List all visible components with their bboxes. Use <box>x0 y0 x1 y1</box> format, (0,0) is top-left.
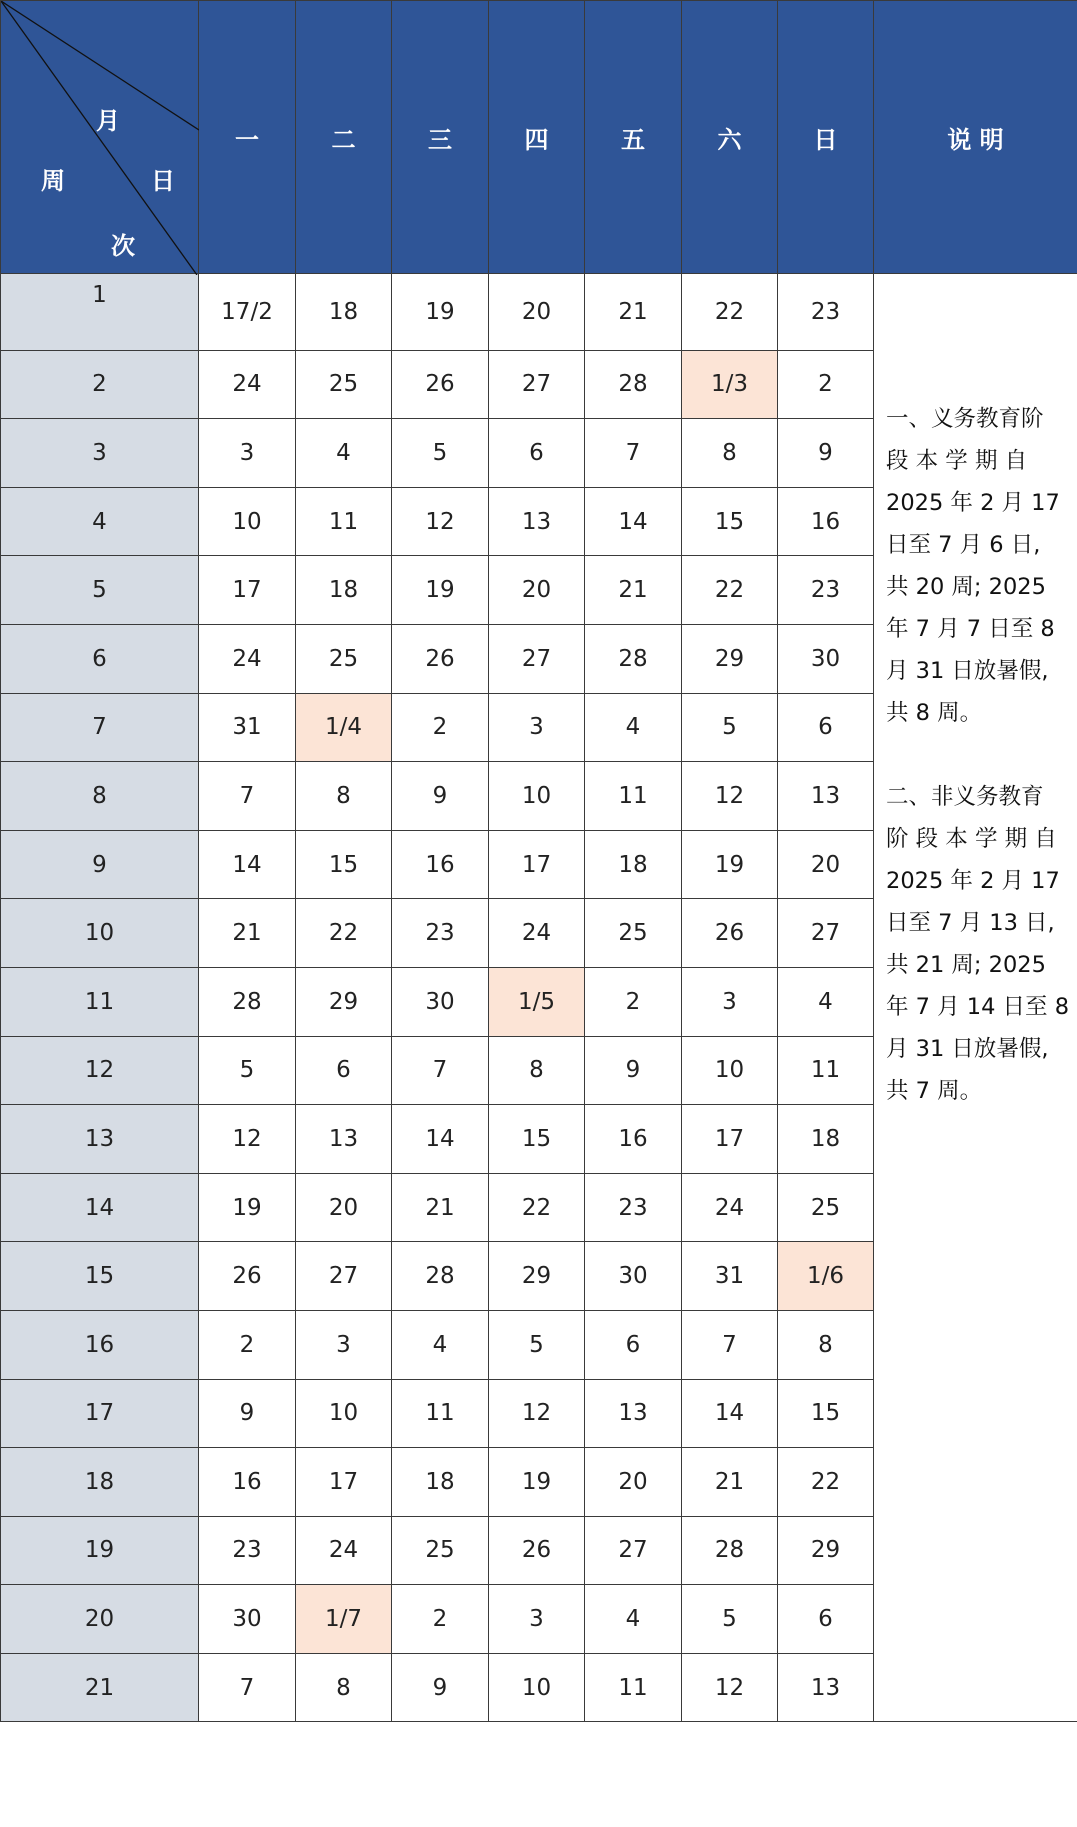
date-cell: 24 <box>682 1173 778 1242</box>
date-cell: 16 <box>392 830 489 899</box>
date-cell: 20 <box>489 556 585 625</box>
date-cell: 25 <box>392 1516 489 1585</box>
date-cell: 18 <box>392 1448 489 1517</box>
date-cell: 28 <box>585 624 682 693</box>
note-line: 日至 7 月 6 日, <box>886 532 1041 558</box>
week-number-cell: 12 <box>1 1036 199 1105</box>
corner-label-month: 月 <box>96 107 120 135</box>
date-cell: 23 <box>585 1173 682 1242</box>
note-line: 2025 年 2 月 17 <box>886 490 1060 516</box>
date-cell: 18 <box>296 556 392 625</box>
weekday-header-1: 一 <box>199 1 296 274</box>
date-cell: 28 <box>682 1516 778 1585</box>
date-cell: 4 <box>585 693 682 762</box>
date-cell: 6 <box>585 1310 682 1379</box>
date-cell: 13 <box>296 1105 392 1174</box>
note-line: 一、义务教育阶 <box>886 406 1044 432</box>
date-cell: 18 <box>778 1105 874 1174</box>
date-cell: 13 <box>585 1379 682 1448</box>
date-cell: 15 <box>489 1105 585 1174</box>
date-cell: 24 <box>199 350 296 419</box>
date-cell: 12 <box>489 1379 585 1448</box>
date-cell: 28 <box>199 967 296 1036</box>
week-number-cell: 14 <box>1 1173 199 1242</box>
date-cell: 8 <box>489 1036 585 1105</box>
note-line: 年 7 月 14 日至 8 <box>886 994 1070 1020</box>
date-cell: 12 <box>392 487 489 556</box>
date-cell: 27 <box>489 350 585 419</box>
date-cell: 15 <box>682 487 778 556</box>
date-cell: 24 <box>199 624 296 693</box>
date-cell: 6 <box>778 1585 874 1654</box>
date-cell: 27 <box>585 1516 682 1585</box>
date-cell: 3 <box>682 967 778 1036</box>
week-number-cell: 17 <box>1 1379 199 1448</box>
date-cell: 24 <box>296 1516 392 1585</box>
date-cell: 13 <box>778 762 874 831</box>
date-cell: 29 <box>296 967 392 1036</box>
date-cell: 9 <box>392 1653 489 1722</box>
week-number-cell: 16 <box>1 1310 199 1379</box>
date-cell: 4 <box>778 967 874 1036</box>
date-cell: 27 <box>489 624 585 693</box>
date-cell: 8 <box>296 1653 392 1722</box>
date-cell: 17 <box>296 1448 392 1517</box>
date-cell: 22 <box>489 1173 585 1242</box>
date-cell: 10 <box>296 1379 392 1448</box>
date-cell: 14 <box>199 830 296 899</box>
date-cell: 10 <box>199 487 296 556</box>
date-cell: 13 <box>778 1653 874 1722</box>
date-cell: 19 <box>392 556 489 625</box>
date-cell: 23 <box>778 556 874 625</box>
date-cell: 25 <box>296 350 392 419</box>
date-cell: 2 <box>392 1585 489 1654</box>
week-number-cell: 1 <box>1 274 199 351</box>
week-number-cell: 2 <box>1 350 199 419</box>
note-line: 日至 7 月 13 日, <box>886 910 1055 936</box>
date-cell: 23 <box>392 899 489 968</box>
date-cell: 26 <box>199 1242 296 1311</box>
month-start-date-cell: 1/4 <box>296 693 392 762</box>
date-cell: 20 <box>489 274 585 351</box>
date-cell: 27 <box>296 1242 392 1311</box>
date-cell: 14 <box>585 487 682 556</box>
calendar-body <box>1 274 1077 1722</box>
date-cell: 22 <box>682 274 778 351</box>
date-cell: 14 <box>682 1379 778 1448</box>
note-line: 段 本 学 期 自 <box>886 448 1028 474</box>
corner-label-ordinal: 次 <box>111 232 135 260</box>
date-cell: 16 <box>199 1448 296 1517</box>
date-cell: 2 <box>392 693 489 762</box>
date-cell: 25 <box>778 1173 874 1242</box>
week-number-cell: 6 <box>1 624 199 693</box>
date-cell: 4 <box>585 1585 682 1654</box>
date-cell: 5 <box>199 1036 296 1105</box>
week-number-cell: 11 <box>1 967 199 1036</box>
date-cell: 29 <box>778 1516 874 1585</box>
date-cell: 10 <box>489 762 585 831</box>
date-cell: 18 <box>585 830 682 899</box>
date-cell: 22 <box>296 899 392 968</box>
note-paragraph-2 <box>886 776 1070 1112</box>
date-cell: 11 <box>392 1379 489 1448</box>
note-line: 月 31 日放暑假, <box>886 1036 1049 1062</box>
date-cell: 21 <box>392 1173 489 1242</box>
date-cell: 29 <box>682 624 778 693</box>
date-cell: 6 <box>778 693 874 762</box>
date-cell: 3 <box>489 693 585 762</box>
date-cell: 5 <box>682 693 778 762</box>
date-cell: 20 <box>296 1173 392 1242</box>
week-number-cell: 10 <box>1 899 199 968</box>
date-cell: 16 <box>778 487 874 556</box>
date-cell: 22 <box>682 556 778 625</box>
date-cell: 13 <box>489 487 585 556</box>
date-cell: 21 <box>682 1448 778 1517</box>
header-row <box>1 1 1077 274</box>
date-cell: 11 <box>585 1653 682 1722</box>
week-number-cell: 15 <box>1 1242 199 1311</box>
date-cell: 21 <box>199 899 296 968</box>
date-cell: 26 <box>489 1516 585 1585</box>
date-cell: 8 <box>778 1310 874 1379</box>
date-cell: 7 <box>585 419 682 488</box>
date-cell: 3 <box>199 419 296 488</box>
notes-cell <box>874 274 1077 1722</box>
date-cell: 17 <box>199 556 296 625</box>
date-cell: 22 <box>778 1448 874 1517</box>
date-cell: 14 <box>392 1105 489 1174</box>
date-cell: 5 <box>489 1310 585 1379</box>
date-cell: 31 <box>199 693 296 762</box>
date-cell: 12 <box>682 1653 778 1722</box>
note-line: 月 31 日放暑假, <box>886 658 1049 684</box>
date-cell: 6 <box>296 1036 392 1105</box>
date-cell: 17 <box>489 830 585 899</box>
date-cell: 9 <box>585 1036 682 1105</box>
date-cell: 12 <box>682 762 778 831</box>
week-number-cell: 20 <box>1 1585 199 1654</box>
note-line: 共 7 周。 <box>886 1078 983 1104</box>
date-cell: 11 <box>585 762 682 831</box>
date-cell: 20 <box>585 1448 682 1517</box>
date-cell: 18 <box>296 274 392 351</box>
weekday-header-5: 五 <box>585 1 682 274</box>
date-cell: 7 <box>199 762 296 831</box>
note-line: 共 8 周。 <box>886 700 983 726</box>
date-cell: 6 <box>489 419 585 488</box>
note-line: 二、非义务教育 <box>886 784 1044 810</box>
date-cell: 26 <box>682 899 778 968</box>
week-number-cell: 4 <box>1 487 199 556</box>
date-cell: 7 <box>392 1036 489 1105</box>
date-cell: 16 <box>585 1105 682 1174</box>
month-start-date-cell: 1/6 <box>778 1242 874 1311</box>
week-row <box>1 274 1077 351</box>
date-cell: 9 <box>392 762 489 831</box>
date-cell: 31 <box>682 1242 778 1311</box>
date-cell: 30 <box>585 1242 682 1311</box>
date-cell: 28 <box>585 350 682 419</box>
weekday-header-2: 二 <box>296 1 392 274</box>
note-line: 2025 年 2 月 17 <box>886 868 1060 894</box>
note-paragraph-1 <box>886 398 1067 734</box>
date-cell: 10 <box>489 1653 585 1722</box>
date-cell: 19 <box>682 830 778 899</box>
weekday-header-6: 六 <box>682 1 778 274</box>
date-cell: 21 <box>585 556 682 625</box>
date-cell: 25 <box>296 624 392 693</box>
week-number-cell: 5 <box>1 556 199 625</box>
date-cell: 4 <box>392 1310 489 1379</box>
weekday-header-7: 日 <box>778 1 874 274</box>
week-number-cell: 3 <box>1 419 199 488</box>
date-cell: 7 <box>682 1310 778 1379</box>
date-cell: 28 <box>392 1242 489 1311</box>
week-number-cell: 13 <box>1 1105 199 1174</box>
date-cell: 17 <box>682 1105 778 1174</box>
note-line: 共 20 周; 2025 <box>886 574 1046 600</box>
date-cell: 2 <box>199 1310 296 1379</box>
date-cell: 8 <box>682 419 778 488</box>
week-number-cell: 18 <box>1 1448 199 1517</box>
date-cell: 3 <box>296 1310 392 1379</box>
notes-header: 说 明 <box>874 1 1077 274</box>
date-cell: 11 <box>778 1036 874 1105</box>
date-cell: 19 <box>392 274 489 351</box>
date-cell: 12 <box>199 1105 296 1174</box>
weekday-header-4: 四 <box>489 1 585 274</box>
month-start-date-cell: 1/3 <box>682 350 778 419</box>
note-line: 阶 段 本 学 期 自 <box>886 826 1057 852</box>
corner-header-cell <box>1 1 199 274</box>
date-cell: 30 <box>778 624 874 693</box>
note-line: 年 7 月 7 日至 8 <box>886 616 1055 642</box>
date-cell: 7 <box>199 1653 296 1722</box>
date-cell: 26 <box>392 624 489 693</box>
date-cell: 5 <box>392 419 489 488</box>
month-start-date-cell: 1/7 <box>296 1585 392 1654</box>
date-cell: 9 <box>199 1379 296 1448</box>
date-cell: 19 <box>199 1173 296 1242</box>
date-cell: 19 <box>489 1448 585 1517</box>
date-cell: 8 <box>296 762 392 831</box>
date-cell: 23 <box>778 274 874 351</box>
date-cell: 15 <box>296 830 392 899</box>
date-cell: 17/2 <box>199 274 296 351</box>
week-number-cell: 7 <box>1 693 199 762</box>
date-cell: 2 <box>585 967 682 1036</box>
corner-label-day: 日 <box>151 167 175 195</box>
date-cell: 2 <box>778 350 874 419</box>
corner-label-week: 周 <box>41 167 65 195</box>
date-cell: 5 <box>682 1585 778 1654</box>
date-cell: 15 <box>778 1379 874 1448</box>
date-cell: 27 <box>778 899 874 968</box>
date-cell: 21 <box>585 274 682 351</box>
date-cell: 4 <box>296 419 392 488</box>
date-cell: 24 <box>489 899 585 968</box>
date-cell: 29 <box>489 1242 585 1311</box>
date-cell: 23 <box>199 1516 296 1585</box>
date-cell: 25 <box>585 899 682 968</box>
week-number-cell: 8 <box>1 762 199 831</box>
week-number-cell: 21 <box>1 1653 199 1722</box>
date-cell: 20 <box>778 830 874 899</box>
week-number-cell: 19 <box>1 1516 199 1585</box>
date-cell: 30 <box>199 1585 296 1654</box>
date-cell: 26 <box>392 350 489 419</box>
date-cell: 30 <box>392 967 489 1036</box>
date-cell: 3 <box>489 1585 585 1654</box>
diagonal-lines <box>1 1 199 275</box>
month-start-date-cell: 1/5 <box>489 967 585 1036</box>
date-cell: 11 <box>296 487 392 556</box>
weekday-header-3: 三 <box>392 1 489 274</box>
note-line: 共 21 周; 2025 <box>886 952 1046 978</box>
week-number-cell: 9 <box>1 830 199 899</box>
date-cell: 9 <box>778 419 874 488</box>
date-cell: 10 <box>682 1036 778 1105</box>
